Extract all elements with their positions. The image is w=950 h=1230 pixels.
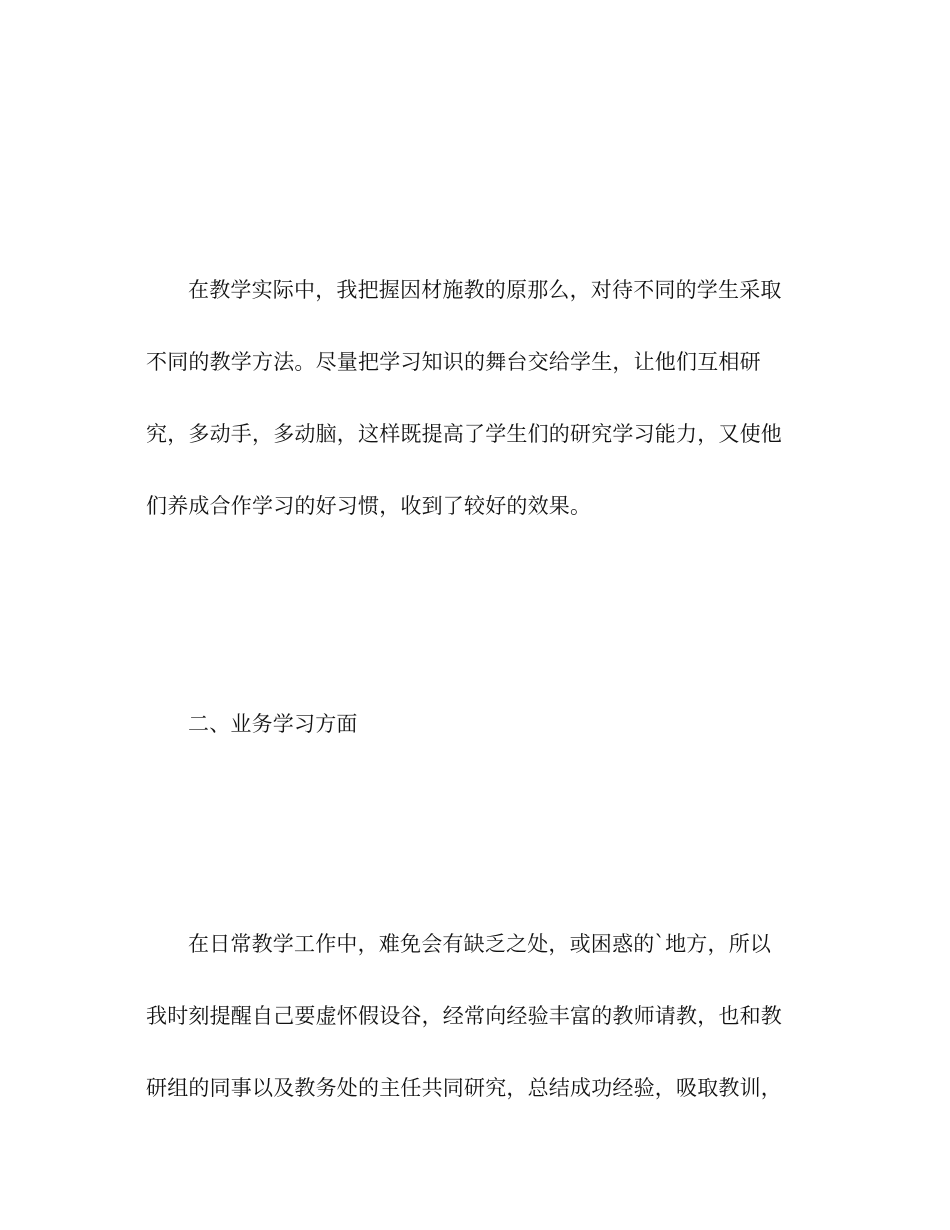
- paragraph-2-line-2: 我时刻提醒自己要虚怀假设谷，经常向经验丰富的教师请教，也和教: [146, 1004, 782, 1028]
- paragraph-1-line-2: 不同的教学方法。尽量把学习知识的舞台交给学生，让他们互相研: [146, 350, 761, 374]
- paragraph-2-line-3: 研组的同事以及教务处的主任共同研究，总结成功经验，吸取教训，: [146, 1076, 782, 1100]
- paragraph-1-line-4: 们养成合作学习的好习惯，收到了较好的效果。: [146, 494, 592, 518]
- paragraph-1-line-1: 在教学实际中，我把握因材施教的原那么，对待不同的学生采取: [188, 278, 782, 302]
- paragraph-1-line-3: 究，多动手，多动脑，这样既提高了学生们的研究学习能力，又使他: [146, 422, 782, 446]
- paragraph-2-line-1: 在日常教学工作中，难免会有缺乏之处，或困惑的`地方，所以: [188, 932, 772, 956]
- section-heading: 二、业务学习方面: [188, 712, 358, 736]
